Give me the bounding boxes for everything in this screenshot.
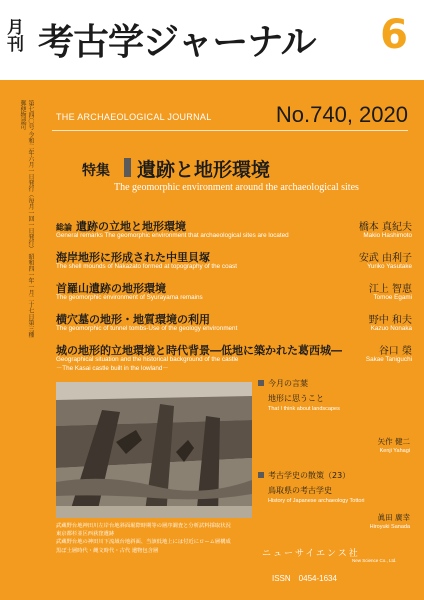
article-item[interactable] xyxy=(56,311,412,342)
column-author-en: Kenji Yahagi xyxy=(379,448,410,454)
article-title: 首羅山遺跡の地形環境 xyxy=(56,282,166,295)
article-author: 谷口 榮 xyxy=(378,346,412,357)
issue-month: 6 xyxy=(380,12,408,58)
excavation-photo-image xyxy=(56,382,252,518)
caption-line: 武蔵野台地神田川左岸台地斜面堀際時期等の層序調査と分析試料採取状況 xyxy=(56,523,231,529)
article-author: 江上 智恵 xyxy=(368,284,412,295)
caption-line: 東京都杉並区西荻窪遺跡 xyxy=(56,531,115,538)
feature-label: 特集 xyxy=(82,163,110,179)
article-title: 海岸地形に形成された中里貝塚 xyxy=(56,251,210,264)
right-column xyxy=(258,378,410,530)
photo-caption xyxy=(56,522,254,555)
column-title-en: That I think about landscapes xyxy=(268,406,340,412)
article-list xyxy=(56,218,412,382)
publisher-name: ニューサイエンス社 xyxy=(262,549,360,559)
article-item[interactable] xyxy=(56,218,412,249)
column-history[interactable] xyxy=(258,470,410,530)
caption-line: 黒ぼ土層時代・縄文時代・古代 遺物包含層 xyxy=(56,547,159,554)
column-title: 鳥取県の考古学史 xyxy=(268,486,332,495)
publication-note: 第七四〇号 令和二年六月一日発行（毎月一回一日発行） 昭和四一年一月二十七日第三種郵便物認可 xyxy=(19,100,34,338)
magazine-title: 考古学ジャーナル xyxy=(38,22,316,63)
square-bullet-icon xyxy=(258,472,264,478)
english-title: THE ARCHAEOLOGICAL JOURNAL xyxy=(56,112,212,122)
article-title-en-line2: －The Kasai castle built in the lowland－ xyxy=(56,365,169,372)
article-item[interactable] xyxy=(56,249,412,280)
column-title: 地形に思うこと xyxy=(268,394,324,403)
column-now[interactable] xyxy=(258,378,410,454)
article-author: 野中 和夫 xyxy=(368,315,412,326)
article-title: 横穴墓の地形・地質環境の利用 xyxy=(56,313,210,326)
issn: ISSN 0454-1634 xyxy=(272,574,337,583)
caption-line: 武蔵野台地の神田川下流域台地斜面、当該低地上には付近にローム層構成 xyxy=(56,539,231,546)
feature-title: 遺跡と地形環境 xyxy=(137,159,271,181)
article-title-text: 遺跡の立地と地形環境 xyxy=(76,220,186,233)
article-item[interactable] xyxy=(56,280,412,311)
article-title-en: Geographical situation and the historical background of the castle xyxy=(56,356,239,363)
article-item[interactable] xyxy=(56,342,412,382)
article-tag: 総論 xyxy=(56,223,72,232)
article-author: 安武 由利子 xyxy=(358,253,412,264)
publisher-name-en: New Science Co., Ltd. xyxy=(352,558,397,563)
feature-subtitle: The geomorphic environment around the archaeological sites xyxy=(114,182,359,193)
column-author-en: Hiroyuki Sanada xyxy=(369,524,410,530)
article-author-en: Kazuo Nonaka xyxy=(370,325,412,332)
feature-bar xyxy=(124,158,131,177)
column-author: 眞田 廣幸 xyxy=(377,513,410,522)
article-author-en: Yuriko Yasutake xyxy=(367,263,412,270)
excavation-photo xyxy=(56,382,252,518)
article-title-en: The geomorphic of tunnel tombs-Use of the geology environment xyxy=(56,325,238,332)
column-title-en: History of Japanese archaeology Tottori xyxy=(268,498,365,504)
square-bullet-icon xyxy=(258,380,264,386)
article-title-en: The shell mounds of Nakazato formed at topography of the coast xyxy=(56,263,237,270)
column-section-label: 今月の言葉 xyxy=(258,378,410,389)
article-title-en: General remarks The geomorphic environment that archaeological sites are located xyxy=(56,232,289,239)
article-title: 城の地形的立地環境と時代背景―低地に築かれた葛西城― xyxy=(56,344,342,357)
column-author: 矢作 健二 xyxy=(377,437,410,446)
column-section-label: 考古学史の散策（23） xyxy=(258,470,410,481)
monthly-label: 月刊 xyxy=(7,18,24,55)
issue-number: No.740, 2020 xyxy=(275,102,408,127)
article-author: 橋本 真紀夫 xyxy=(358,222,412,233)
article-title-en: The geomorphic environment of Syurayama remains xyxy=(56,294,203,301)
article-author-en: Sakae Taniguchi xyxy=(365,356,412,363)
article-author-en: Tomoe Egami xyxy=(373,294,412,301)
divider-line xyxy=(52,130,408,131)
article-author-en: Makio Hashimoto xyxy=(363,232,412,239)
